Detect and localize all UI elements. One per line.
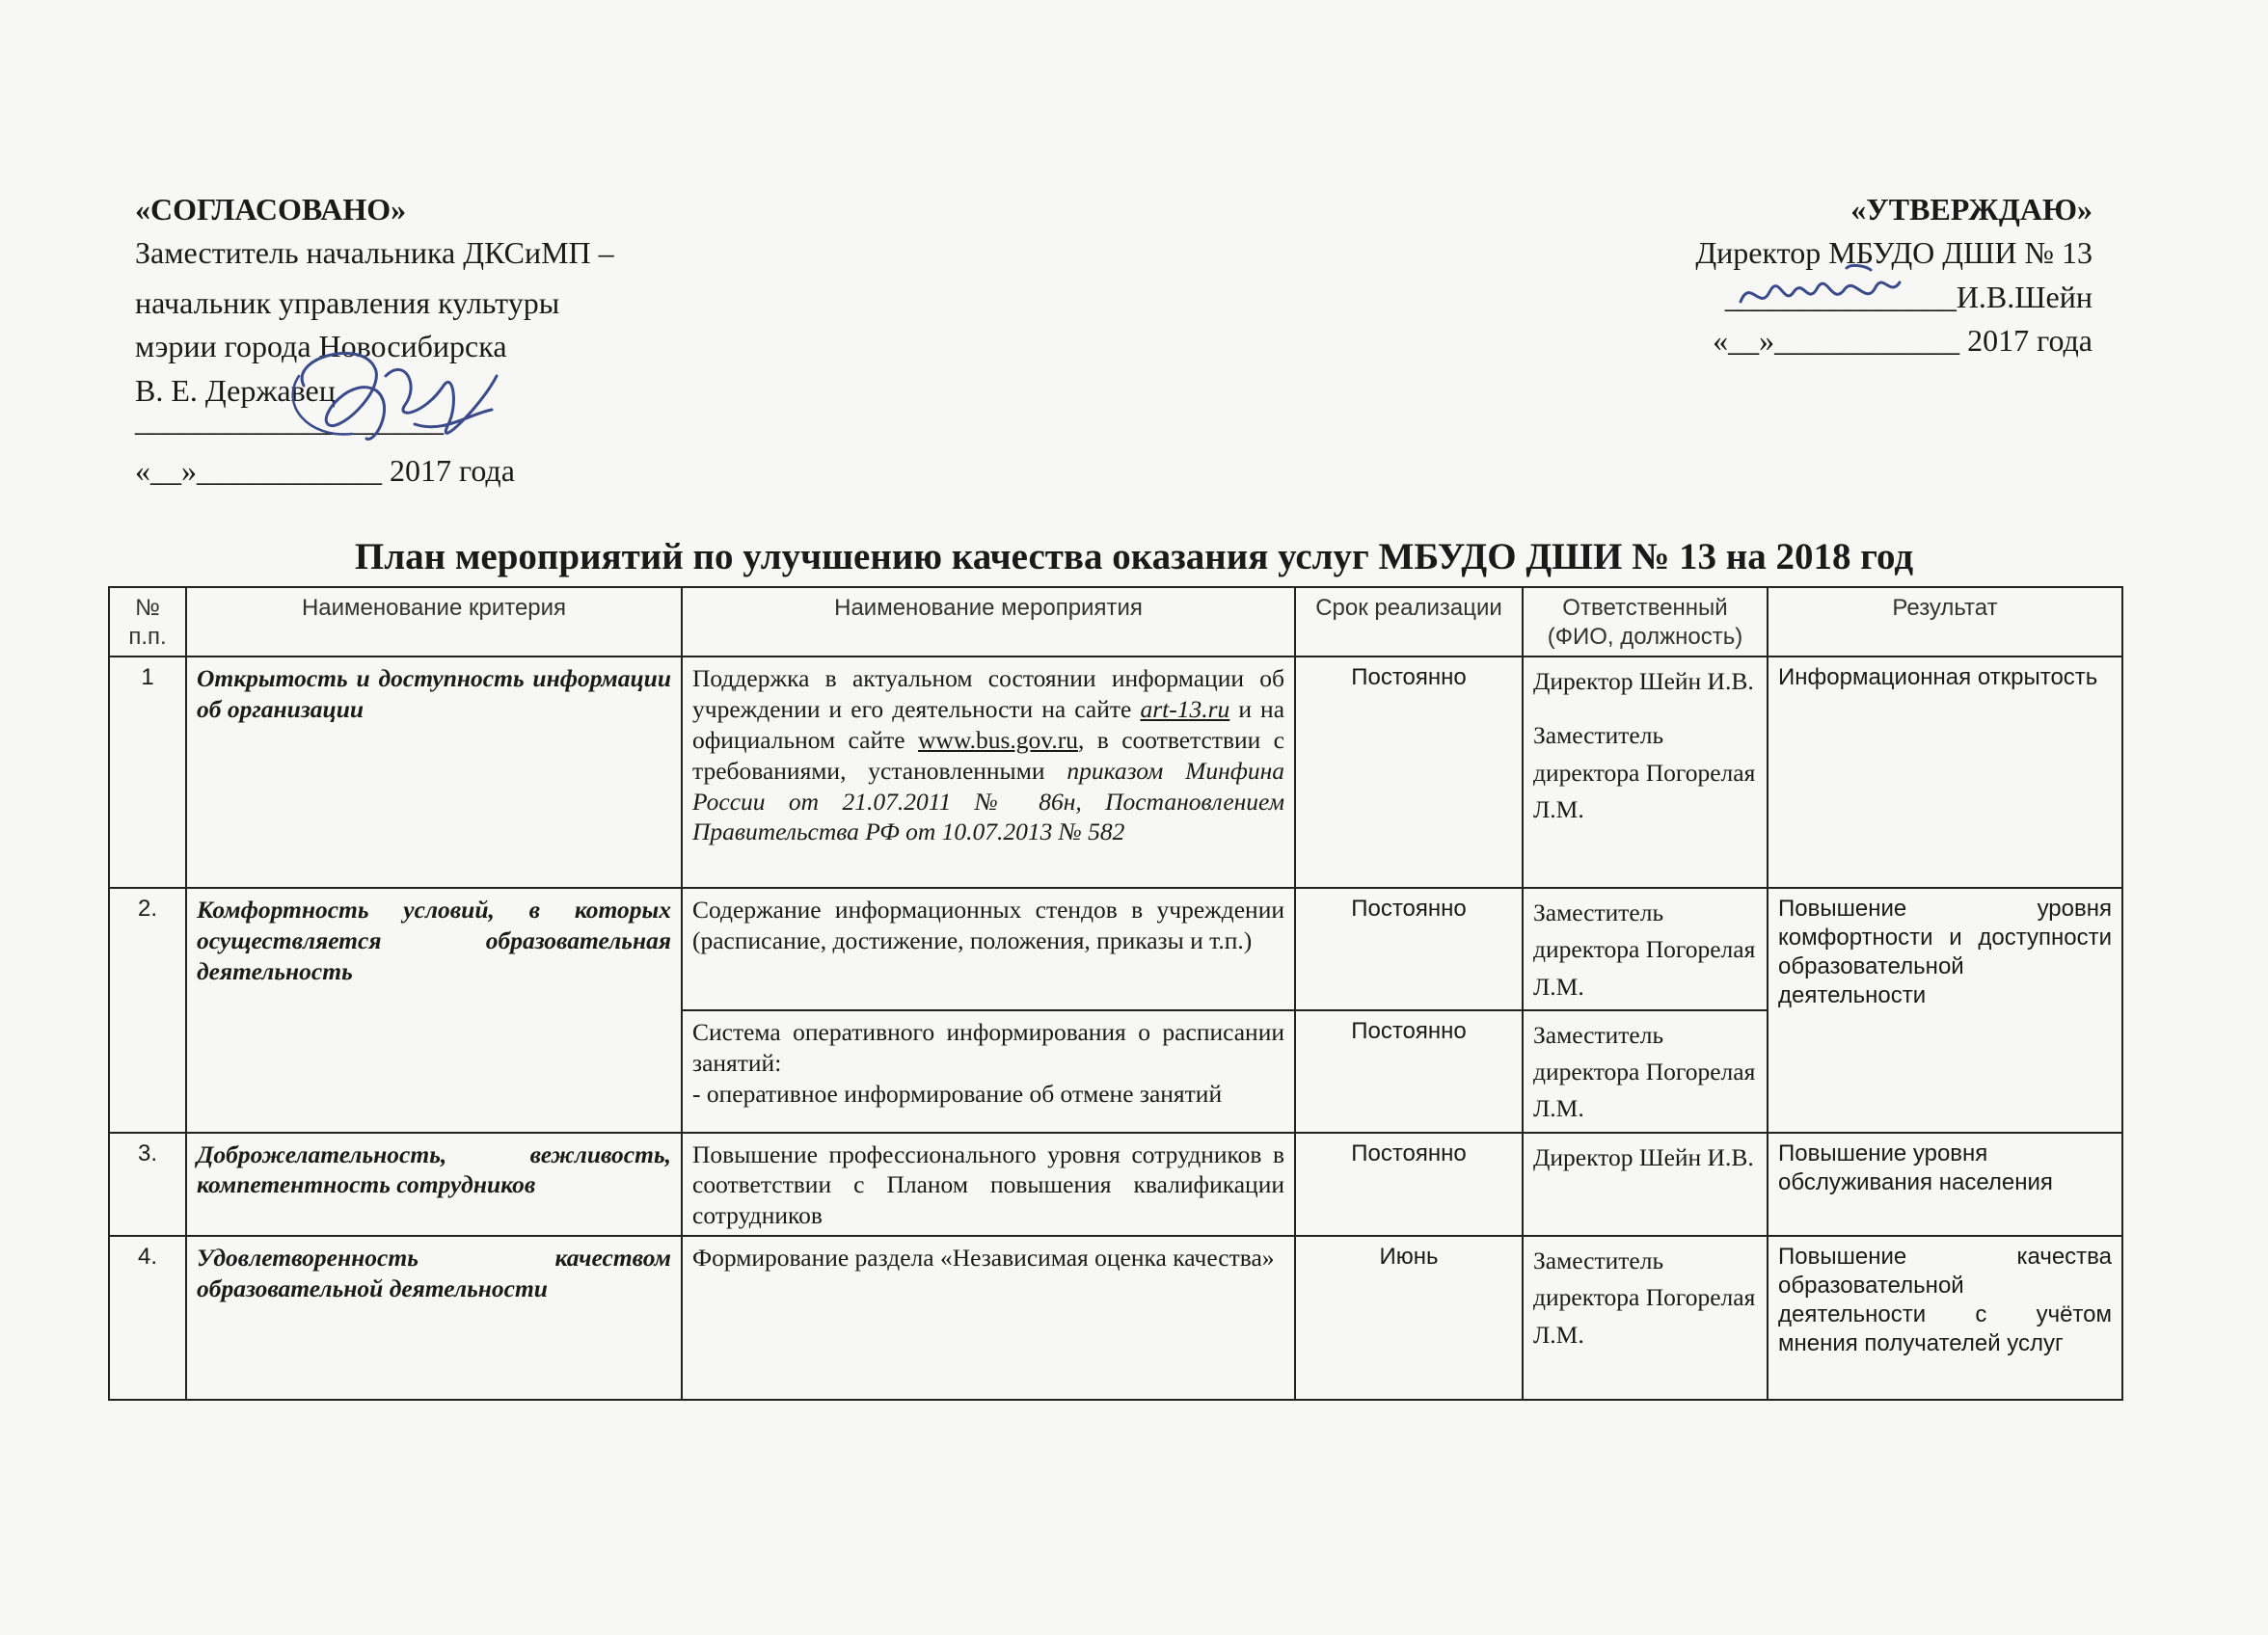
row-number: 1: [109, 657, 186, 888]
activity-text: - оперативное информирование об отмене занятий: [692, 1079, 1223, 1108]
approval-left-block: [135, 188, 614, 493]
approval-right-block: [1630, 188, 2092, 363]
site-link-art13[interactable]: art-13.ru: [1140, 694, 1230, 723]
activity-cell: [682, 1010, 1295, 1133]
approver-signature-line: ____________________: [135, 403, 444, 439]
approval-left-heading: «СОГЛАСОВАНО»: [135, 192, 407, 227]
approval-right-heading: «УТВЕРЖДАЮ»: [1850, 192, 2092, 227]
term-cell: Постоянно: [1295, 888, 1523, 1010]
responsible-deputy: Заместитель директора Погорелая Л.М.: [1533, 721, 1756, 823]
criterion-cell: Открытость и доступность информации об организации: [186, 657, 682, 888]
result-cell: Повышение уровня комфортности и доступности образовательной деятельности: [1768, 888, 2122, 1133]
header-activity: Наименование мероприятия: [682, 587, 1295, 657]
responsible-cell: Заместитель директора Погорелая Л.М.: [1523, 1010, 1768, 1133]
page-title: План мероприятий по улучшению качества оказания услуг МБУДО ДШИ № 13 на 2018 год: [354, 536, 1914, 577]
responsible-cell: Заместитель директора Погорелая Л.М.: [1523, 1236, 1768, 1400]
activity-legal-reference: приказом Минфина России от 21.07.2011 № 86н, Постановлением Правительства РФ от 10.07.2013 № 582: [692, 756, 1284, 846]
table-row: [109, 657, 2122, 888]
table-row: [109, 1236, 2122, 1400]
approver-date-line: «__»____________ 2017 года: [135, 452, 515, 488]
criterion-cell: Доброжелательность, вежливость, компетентность сотрудников: [186, 1133, 682, 1237]
approver-name: В. Е. Державец: [135, 372, 336, 408]
header-responsible: Ответственный (ФИО, должность): [1523, 587, 1768, 657]
row-number: 4.: [109, 1236, 186, 1400]
activity-text: и на официальном сайте: [692, 694, 1285, 754]
responsible-cell: Директор Шейн И.В.: [1523, 1133, 1768, 1237]
director-position: Директор МБУДО ДШИ № 13: [1695, 235, 2092, 271]
header-criterion: Наименование критерия: [186, 587, 682, 657]
header-term: Срок реализации: [1295, 587, 1523, 657]
criterion-cell: Удовлетворенность качеством образовательной деятельности: [186, 1236, 682, 1400]
result-cell: Информационная открытость: [1768, 657, 2122, 888]
activity-cell: [682, 657, 1295, 888]
site-link-bus-gov[interactable]: www.bus.gov.ru: [918, 725, 1078, 754]
header-num: № п.п.: [109, 587, 186, 657]
approver-position-line1: Заместитель начальника ДКСиМП –: [135, 235, 614, 271]
table-row: [109, 1133, 2122, 1237]
plan-table: [108, 586, 2123, 1401]
row-number: 3.: [109, 1133, 186, 1237]
responsible-cell: Заместитель директора Погорелая Л.М.: [1523, 888, 1768, 1010]
activity-text: Поддержка в актуальном состоянии информации об учреждении и его деятельности на сайте: [692, 664, 1284, 723]
result-cell: Повышение качества образовательной деятельности с учётом мнения получателей услуг: [1768, 1236, 2122, 1400]
director-date-line: «__»____________ 2017 года: [1713, 323, 2092, 359]
activity-cell: Содержание информационных стендов в учреждении (расписание, достижение, положения, приказы и т.п.): [682, 888, 1295, 1010]
criterion-cell: Комфортность условий, в которых осуществляется образовательная деятельность: [186, 888, 682, 1133]
approver-position-line2: начальник управления культуры: [135, 284, 560, 320]
term-cell: Постоянно: [1295, 1133, 1523, 1237]
activity-text: , в соответствии с требованиями, установленными: [692, 725, 1284, 785]
responsible-director: Директор Шейн И.В.: [1533, 667, 1754, 695]
term-cell: Постоянно: [1295, 1010, 1523, 1133]
activity-cell: Формирование раздела «Независимая оценка качества»: [682, 1236, 1295, 1400]
table-row: [109, 888, 2122, 1010]
row-number: 2.: [109, 888, 186, 1133]
table-header-row: [109, 587, 2122, 657]
activity-text: Система оперативного информирования о расписании занятий:: [692, 1017, 1284, 1077]
header-result: Результат: [1768, 587, 2122, 657]
term-cell: Июнь: [1295, 1236, 1523, 1400]
activity-cell: Повышение профессионального уровня сотрудников в соответствии с Планом повышения квалификации сотрудников: [682, 1133, 1295, 1237]
term-cell: Постоянно: [1295, 657, 1523, 888]
approver-position-line3: мэрии города Новосибирска: [135, 329, 507, 364]
responsible-cell: [1523, 657, 1768, 888]
director-signature-line: _______________И.В.Шейн: [1724, 279, 2092, 314]
result-cell: Повышение уровня обслуживания населения: [1768, 1133, 2122, 1237]
